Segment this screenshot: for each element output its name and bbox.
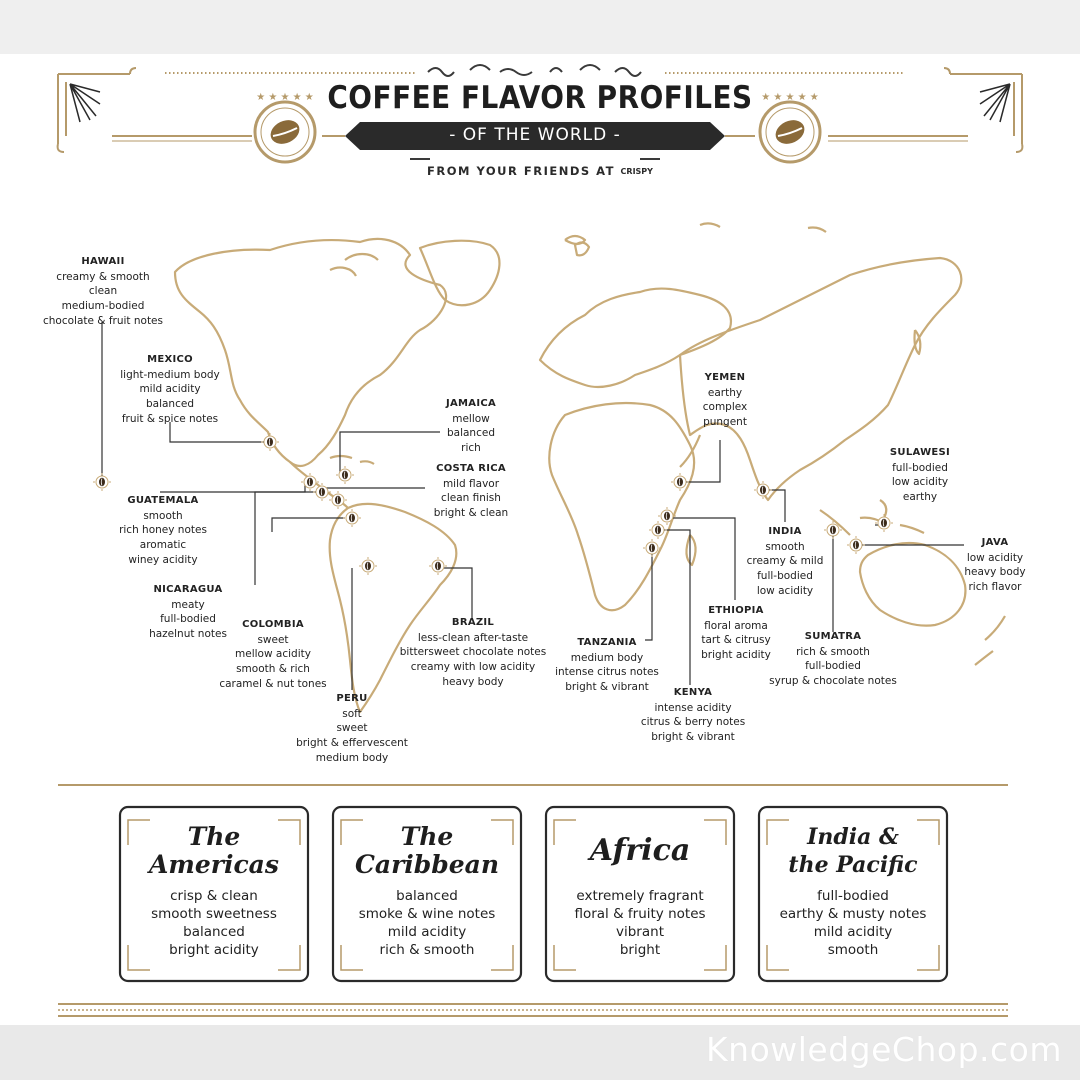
region-box-americas: The Americas crisp & clean smooth sweetness balanced bright acidity [149,822,279,958]
label-nicaragua: NICARAGUA meaty full-bodied hazelnut notes [149,584,227,641]
label-hawaii: HAWAII creamy & smooth clean medium-bodied chocolate & fruit notes [42,256,163,327]
label-kenya: KENYA intense acidity citrus & berry notes bright & vibrant [640,687,746,744]
bean-pin-icon [301,473,319,491]
label-peru: PERU soft sweet bright & effervescent medium body [296,693,408,764]
bean-pin-icon [329,491,347,509]
bean-pin-icon [875,514,893,532]
label-costa-rica: COSTA RICA mild flavor clean finish bright & clean [433,463,509,520]
brand-logo: CRISPY [620,167,653,176]
bean-pin-icon [649,521,667,539]
bean-pin-icon [643,539,661,557]
region-box-africa: Africa extremely fragrant floral & fruity notes vibrant bright [574,833,706,958]
label-guatemala: GUATEMALA smooth rich honey notes aromatic winey acidity [119,495,207,566]
label-ethiopia: ETHIOPIA floral aroma tart & citrusy bright acidity [701,605,771,662]
label-brazil: BRAZIL less-clean after-taste bittersweet chocolate notes creamy with low acidity heavy body [399,617,547,688]
bean-pin-icon [429,557,447,575]
svg-text:★ ★ ★ ★ ★: ★ ★ ★ ★ ★ [761,92,819,103]
label-sumatra: SUMATRA rich & smooth full-bodied syrup & chocolate notes [769,631,897,688]
bean-pin-icon [313,483,331,501]
credit-text: FROM YOUR FRIENDS AT [427,164,616,178]
label-sulawesi: SULAWESI full-bodied low acidity earthy [889,447,951,504]
bean-pin-icon [93,473,111,491]
page-title: COFFEE FLAVOR PROFILES [327,80,753,116]
label-india: INDIA smooth creamy & mild full-bodied low acidity [746,526,824,597]
label-jamaica: JAMAICA mellow balanced rich [445,398,497,455]
label-mexico: MEXICO light-medium body mild acidity balanced fruit & spice notes [120,354,220,425]
svg-text:★ ★ ★ ★ ★: ★ ★ ★ ★ ★ [256,92,314,103]
bean-pin-icon [658,507,676,525]
region-box-india-pacific: India & the Pacific full-bodied earthy & musty notes mild acidity smooth [779,824,927,958]
label-java: JAVA low acidity heavy body rich flavor [964,537,1026,594]
bean-pin-icon [754,481,772,499]
bean-pin-icon [336,466,354,484]
bottom-rule [0,1000,1080,1020]
label-yemen: YEMEN earthy complex pungent [702,372,748,429]
bean-pin-icon [847,536,865,554]
bean-pin-icon [359,557,377,575]
bean-pin-icon [671,473,689,491]
credit-line [0,164,1080,178]
region-box-caribbean: The Caribbean balanced smoke & wine notes mild acidity rich & smooth [354,822,499,958]
label-tanzania: TANZANIA medium body intense citrus notes bright & vibrant [555,637,659,694]
label-colombia: COLOMBIA sweet mellow acidity smooth & rich caramel & nut tones [219,619,327,690]
bean-pin-icon [343,509,361,527]
bean-pin-icon [261,433,279,451]
page-subtitle: - OF THE WORLD - [449,125,621,145]
watermark: KnowledgeChop.com [706,1030,1062,1069]
